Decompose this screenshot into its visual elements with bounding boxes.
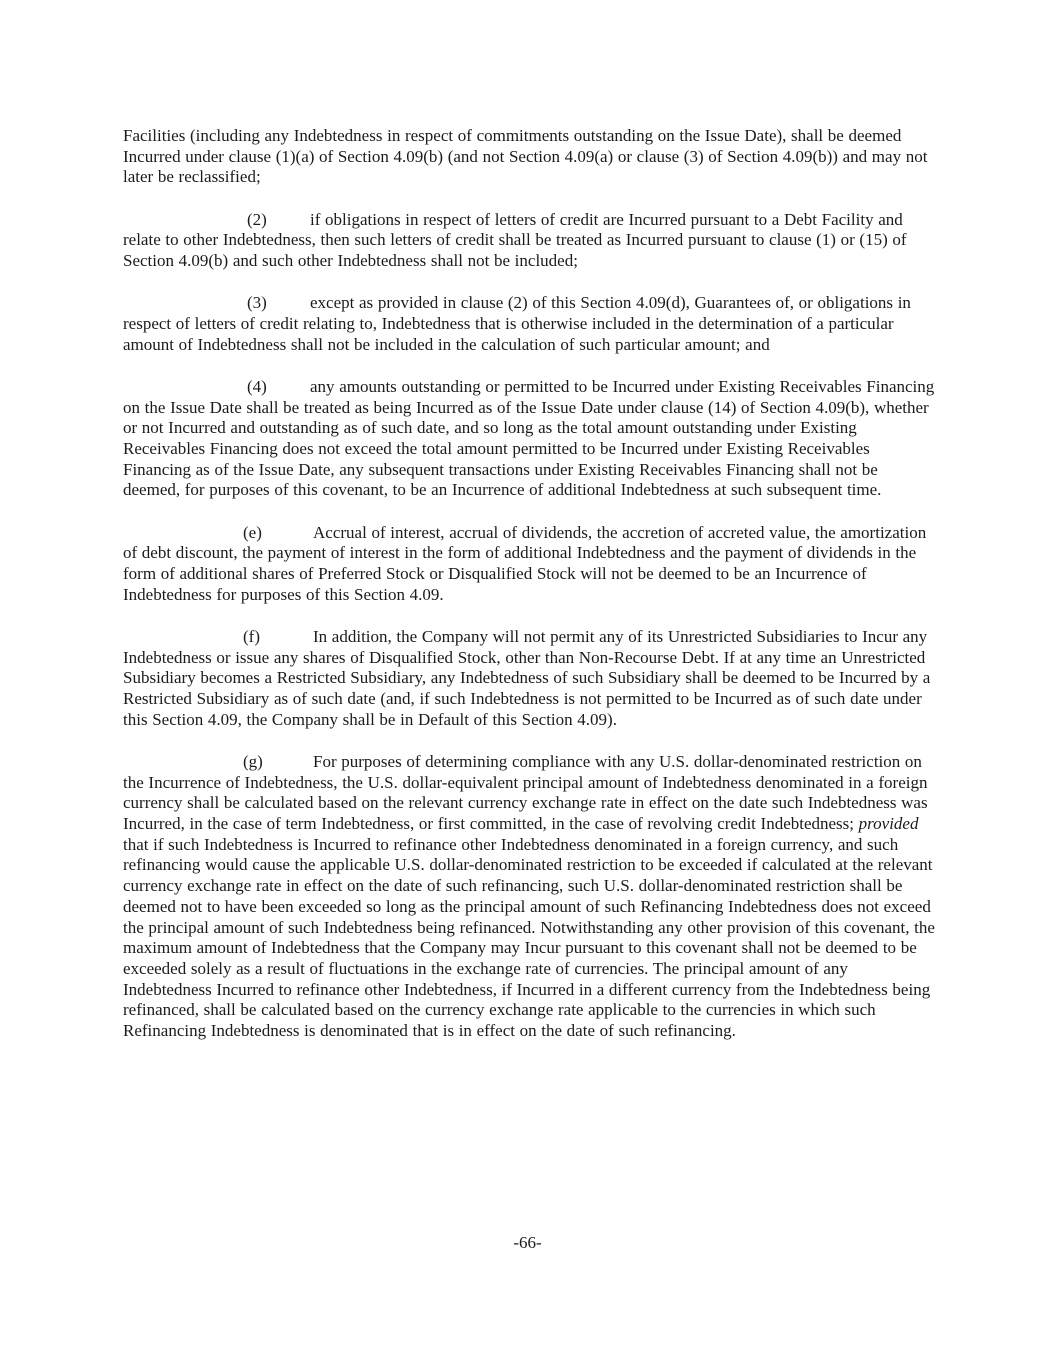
paragraph-g-text-before-italic: For purposes of determining compliance with any U.S. dollar-denominated restriction on the Incurrence of Indebtedness, the U.S. dollar-equivalent principal amount of Indebtedness denominated in a foreign currency shall be calculated based on the relevant currency exchange rate in effect on the date such Indebtedness was Incurred, in the case of term Indebtedness, or first committed, in the case of revolving credit Indebtedness; [123,751,928,833]
paragraph-continuation: Facilities (including any Indebtedness in respect of commitments outstanding on the Issue Date), shall be deemed Incurred under clause (1)(a) of Section 4.09(b) (and not Section 4.09(a) or clause (3) of Section 4.09(b)) and may not later be reclassified; [123,126,928,187]
clause-3 [123,293,938,355]
clause-4-number: (4) [247,376,267,396]
clause-2-number: (2) [247,209,267,229]
clause-2-text: if obligations in respect of letters of credit are Incurred pursuant to a Debt Facility and relate to other Indebtedness, then such letters of credit shall be treated as Incurred pursuant to clause (1) or (15) of Section 4.09(b) and such other Indebtedness shall not be included; [123,209,907,271]
paragraph-g [123,752,938,1042]
paragraph-g-text-after-italic: that if such Indebtedness is Incurred to refinance other Indebtedness denominated in a foreign currency, and such refinancing would cause the applicable U.S. dollar-denominated restriction to be exceeded if calculated at the relevant currency exchange rate in effect on the date of such refinancing, such U.S. dollar-denominated restriction shall be deemed not to have been exceeded so long as the principal amount of such Refinancing Indebtedness does not exceed the principal amount of such Indebtedness being refinanced. Notwithstanding any other provision of this covenant, the maximum amount of Indebtedness that the Company may Incur pursuant to this covenant shall not be deemed to be exceeded solely as a result of fluctuations in the exchange rate of currencies. The principal amount of any Indebtedness Incurred to refinance other Indebtedness, if Incurred in a different currency from the Indebtedness being refinanced, shall be calculated based on the currency exchange rate applicable to the currencies in which such Refinancing Indebtedness is denominated that is in effect on the date of such refinancing. [123,834,935,1041]
page-number: -66- [513,1233,542,1252]
paragraph-e [123,523,938,606]
paragraph-e-letter: (e) [243,522,262,542]
clause-3-number: (3) [247,293,267,313]
paragraph-f-text: In addition, the Company will not permit any of its Unrestricted Subsidiaries to Incur any Indebtedness or issue any shares of Disqualified Stock, other than Non-Recourse Debt. If at any time an Unrestricted Subsidiary becomes a Restricted Subsidiary, any Indebtedness of such Subsidiary shall be deemed to be Incurred by a Restricted Subsidiary as of such date (and, if such Indebtedness is not permitted to be Incurred as of such date under this Section 4.09, the Company shall be in Default of this Section 4.09). [123,626,931,729]
clause-3-text: except as provided in clause (2) of this Section 4.09(d), Guarantees of, or obligations in respect of letters of credit relating to, Indebtedness that is otherwise included in the determination of a particular amount of Indebtedness shall not be included in the calculation of such particular amount; and [123,293,911,354]
paragraph-g-italic-provided: provided [858,813,919,833]
clause-4-text: any amounts outstanding or permitted to be Incurred under Existing Receivables Financing on the Issue Date shall be treated as being Incurred as of the Issue Date under clause (14) of Section 4.09(b), whether or not Incurred and outstanding as of such date, and so long as the total amount outstanding under Existing Receivables Financing does not exceed the total amount permitted to be Incurred under Existing Receivables Financing as of the Issue Date, any subsequent transactions under Existing Receivables Financing shall not be deemed, for purposes of this covenant, to be an Incurrence of additional Indebtedness at such subsequent time. [123,376,935,500]
document-body [123,126,938,1042]
clause-4 [123,377,938,501]
paragraph-f [123,627,938,731]
paragraph-g-letter: (g) [243,751,263,771]
paragraph-f-letter: (f) [243,626,260,646]
paragraph-e-text: Accrual of interest, accrual of dividends, the accretion of accreted value, the amortization of debt discount, the payment of interest in the form of additional Indebtedness and the payment of dividends in the form of additional shares of Preferred Stock or Disqualified Stock will not be deemed to be an Incurrence of Indebtedness for purposes of this Section 4.09. [123,522,927,604]
clause-2 [123,210,938,272]
